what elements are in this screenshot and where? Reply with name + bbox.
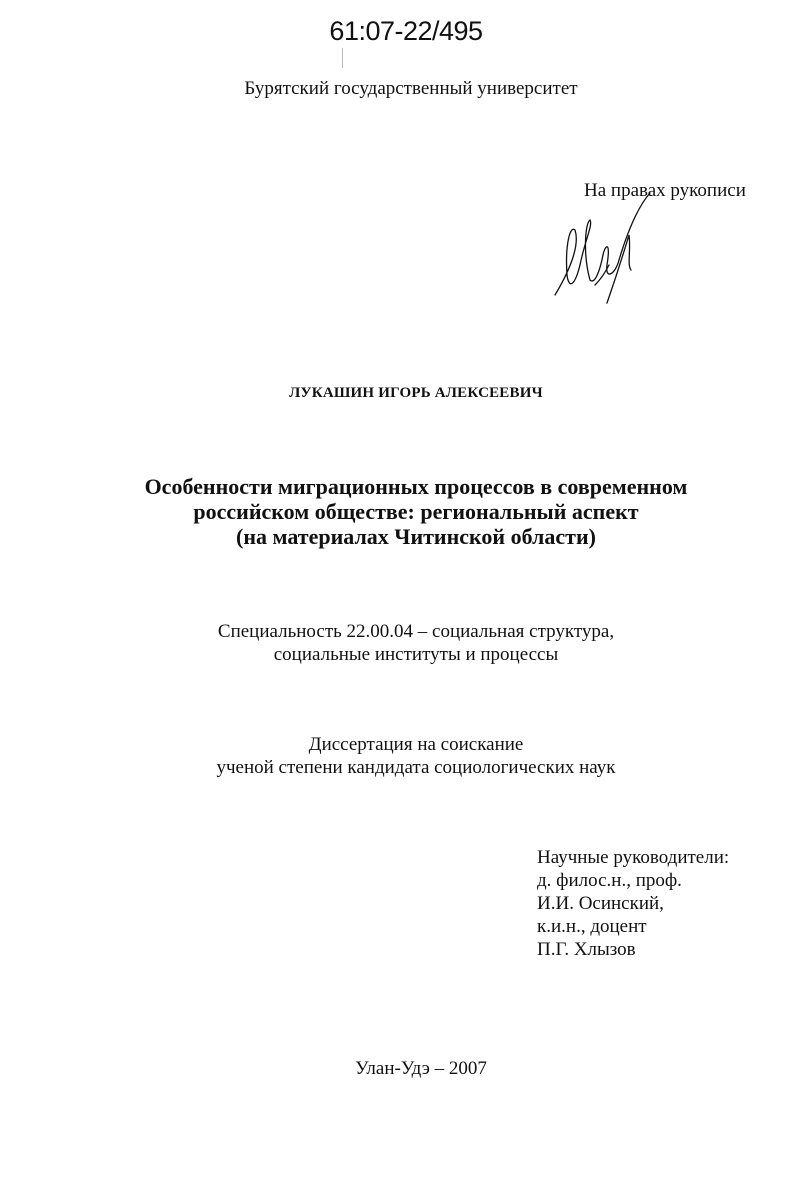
dissertation-title (0, 474, 792, 549)
degree-line: ученой степени кандидата социологических наук (216, 757, 616, 778)
author-name: ЛУКАШИН ИГОРЬ АЛЕКСЕЕВИЧ (289, 385, 543, 401)
supervisor-line: д. филос.н., проф. (537, 870, 682, 891)
rights-notice: На правах рукописи (584, 180, 746, 201)
degree-statement (0, 733, 792, 779)
city-year: Улан-Удэ – 2007 (355, 1058, 487, 1079)
degree-line: Диссертация на соискание (308, 734, 524, 755)
supervisor-line: П.Г. Хлызов (537, 939, 636, 960)
signature-icon (545, 185, 655, 305)
specialty-line: социальные институты и процессы (273, 644, 559, 665)
title-line: (на материалах Читинской области) (236, 524, 596, 549)
specialty (0, 620, 792, 666)
supervisor-line: И.И. Осинский, (537, 893, 664, 914)
supervisor-line: к.и.н., доцент (537, 916, 647, 937)
supervisors-block (537, 846, 729, 961)
title-line: российском обществе: региональный аспект (193, 499, 639, 524)
scan-mark (342, 48, 343, 68)
title-line: Особенности миграционных процессов в современном (144, 474, 688, 499)
supervisors-heading: Научные руководители: (537, 847, 730, 868)
university-name: Бурятский государственный университет (244, 78, 578, 99)
specialty-line: Специальность 22.00.04 – социальная структура, (217, 621, 615, 642)
catalog-code: 61:07-22/495 (329, 16, 483, 46)
